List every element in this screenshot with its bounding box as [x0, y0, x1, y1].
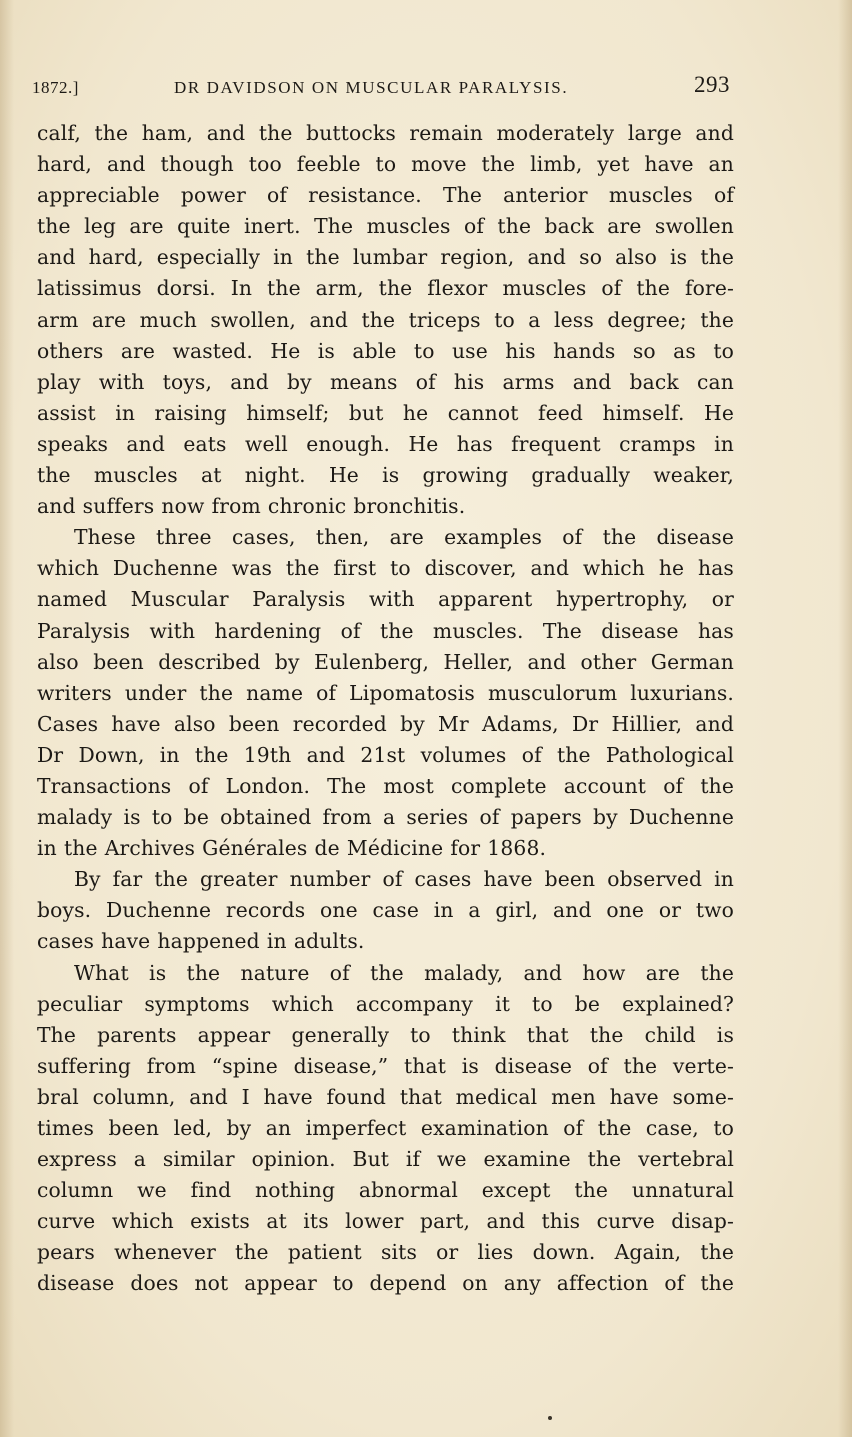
text-line: in the Archives Générales de Médicine for 1868.	[37, 836, 547, 861]
paragraph-first-line: What is the nature of the malady, and how are the	[74, 960, 734, 985]
text-line: assist in raising himself; but he cannot feed himself. He	[37, 400, 734, 425]
text-line: boys. Duchenne records one case in a girl, and one or two	[37, 898, 734, 923]
text-line: also been described by Eulenberg, Heller, and other German	[37, 649, 734, 674]
text-line: and hard, especially in the lumbar region, and so also is the	[37, 245, 734, 270]
text-line: Cases have also been recorded by Mr Adams, Dr Hillier, and	[37, 711, 734, 736]
text-line: curve which exists at its lower part, and this curve disap-	[37, 1209, 734, 1234]
text-line: speaks and eats well enough. He has frequent cramps in	[37, 431, 734, 456]
page-edge-shadow-left	[0, 0, 14, 1437]
text-line: play with toys, and by means of his arms and back can	[37, 369, 734, 394]
text-line: arm are much swollen, and the triceps to a less degree; the	[37, 307, 734, 332]
text-line: Transactions of London. The most complete account of the	[37, 773, 734, 798]
text-line: latissimus dorsi. In the arm, the flexor muscles of the fore-	[37, 276, 734, 301]
text-line: Paralysis with hardening of the muscles. The disease has	[37, 618, 734, 643]
text-line: hard, and though too feeble to move the limb, yet have an	[37, 152, 734, 177]
text-line: calf, the ham, and the buttocks remain moderately large and	[37, 121, 734, 145]
text-line: writers under the name of Lipomatosis musculorum luxurians.	[37, 680, 734, 705]
text-line: column we find nothing abnormal except the unnatural	[37, 1178, 734, 1203]
text-line: express a similar opinion. But if we examine the vertebral	[37, 1147, 734, 1172]
paragraph-first-line: By far the greater number of cases have been observed in	[74, 867, 734, 892]
page-number: 293	[694, 72, 730, 97]
text-line: and suffers now from chronic bronchitis.	[37, 494, 466, 519]
ink-speck	[548, 1416, 552, 1420]
text-line: malady is to be obtained from a series of papers by Duchenne	[37, 805, 734, 830]
text-line: the muscles at night. He is growing gradually weaker,	[37, 463, 734, 488]
text-line: Dr Down, in the 19th and 21st volumes of the Pathological	[37, 742, 734, 767]
page-edge-shadow-right	[838, 0, 852, 1437]
text-line: cases have happened in adults.	[37, 929, 365, 954]
body-text	[37, 118, 734, 1300]
running-head-year: 1872.]	[32, 78, 79, 97]
text-line: pears whenever the patient sits or lies down. Again, the	[37, 1240, 734, 1265]
text-line: others are wasted. He is able to use his hands so as to	[37, 338, 734, 363]
text-line: peculiar symptoms which accompany it to be explained?	[37, 991, 734, 1016]
text-line: suffering from “spine disease,” that is disease of the verte-	[37, 1053, 734, 1078]
text-line: disease does not appear to depend on any affection of the	[37, 1271, 734, 1296]
text-line: appreciable power of resistance. The anterior muscles of	[37, 183, 734, 208]
paragraph-first-line: These three cases, then, are examples of the disease	[74, 525, 734, 550]
running-head	[32, 72, 730, 102]
text-line: named Muscular Paralysis with apparent hypertrophy, or	[37, 587, 734, 612]
running-head-title: DR DAVIDSON ON MUSCULAR PARALYSIS.	[174, 78, 569, 97]
text-line: The parents appear generally to think that the child is	[37, 1022, 734, 1047]
text-line: bral column, and I have found that medical men have some-	[37, 1084, 734, 1109]
text-line: times been led, by an imperfect examination of the case, to	[37, 1116, 734, 1140]
text-line: which Duchenne was the first to discover, and which he has	[37, 556, 734, 581]
text-line: the leg are quite inert. The muscles of the back are swollen	[37, 214, 734, 239]
